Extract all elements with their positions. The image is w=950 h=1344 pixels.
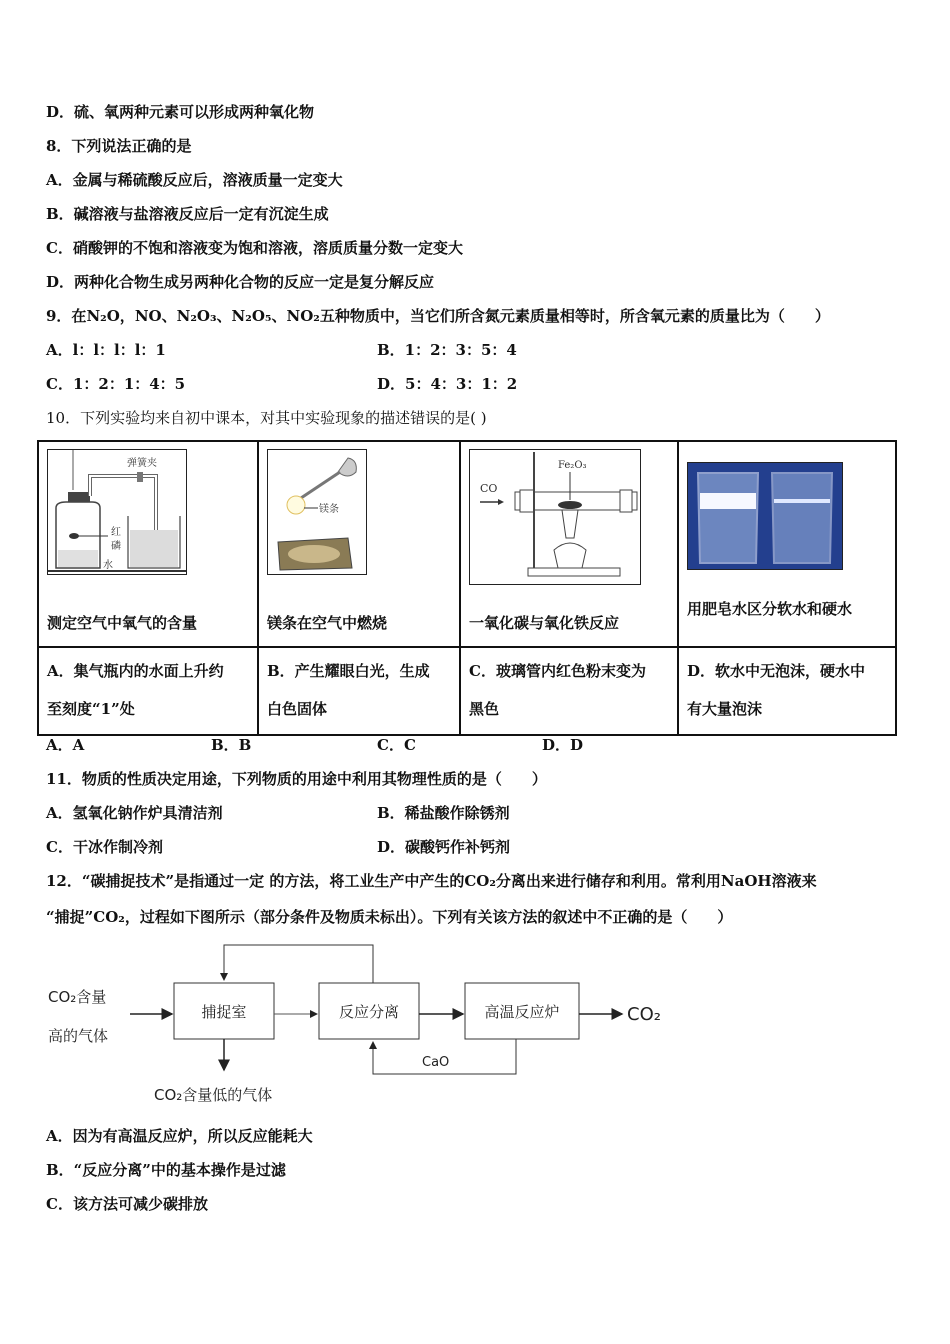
high-temperature-furnace-label: 高温反应炉: [484, 1003, 560, 1021]
q9-stem-suffix: 五种物质中，当它们所含氮元素质量相等时，所含氧元素的质量比为（ ）: [319, 307, 830, 325]
q7-option-d: D．硫、氧两种元素可以形成两种氧化物: [46, 103, 315, 121]
experiment-cell-a: [38, 441, 258, 647]
cao-label: CaO: [422, 1055, 450, 1070]
q12-option-b: B．“反应分离”中的基本操作是过滤: [46, 1161, 286, 1179]
q10-stem: 10．下列实验均来自初中课本，对其中实验现象的描述错误的是( ): [46, 409, 487, 427]
q12-stem-line1: 12．“碳捕捉技术”是指通过一定 的方法，将工业生产中产生的CO₂分离出来进行储存和利用。常利用NaOH溶液来: [46, 872, 817, 890]
q11-option-a: A．氢氧化钠作炉具清洁剂: [46, 804, 223, 822]
description-line: B．产生耀眼白光，生成: [267, 662, 430, 680]
experiment-cell-b: [258, 441, 460, 647]
q11-option-c: C．干冰作制冷剂: [46, 838, 163, 856]
soap-water-beakers-image: [687, 462, 843, 570]
reaction-separation-label: 反应分离: [338, 1003, 400, 1021]
q8-option-b: B．碱溶液与盐溶液反应后一定有沉淀生成: [46, 205, 329, 223]
carbon-capture-flow-diagram: [40, 940, 680, 1114]
q8-stem: 8．下列说法正确的是: [46, 137, 192, 155]
q10-option-d: D．D: [542, 736, 584, 754]
svg-text:镁条: 镁条: [319, 504, 339, 515]
description-line: 至刻度“1”处: [47, 700, 135, 718]
experiment-description-d: [678, 647, 896, 735]
description-line: 白色固体: [267, 700, 328, 718]
q9-stem-prefix: 9．在: [46, 307, 87, 325]
q8-option-d: D．两种化合物生成另两种化合物的反应一定是复分解反应: [46, 273, 435, 291]
q9-formula: NO: [134, 307, 162, 325]
q9-formula: N₂O₅: [231, 307, 272, 325]
q12-option-c: C．该方法可减少碳排放: [46, 1195, 208, 1213]
q9-formula: N₂O: [86, 307, 120, 325]
description-line: A．集气瓶内的水面上升约: [47, 662, 224, 680]
svg-text:水: 水: [103, 560, 113, 571]
description-line: D．软水中无泡沫，硬水中: [687, 662, 866, 680]
svg-text:Fe₂O₃: Fe₂O₃: [558, 460, 587, 471]
co-iron-oxide-apparatus-image: [469, 449, 641, 585]
q9-option-b: B．1：2：3：5：4: [377, 341, 517, 359]
experiment-caption: 测定空气中氧气的含量: [47, 614, 198, 632]
q9-option-d: D．5：4：3：1：2: [377, 375, 518, 393]
flow-input-label-2: 高的气体: [48, 1027, 109, 1045]
flow-input-label-1: CO₂含量: [48, 988, 107, 1006]
q12-option-a: A．因为有高温反应炉，所以反应能耗大: [46, 1127, 313, 1145]
q10-option-c: C．C: [377, 736, 416, 754]
q11-option-d: D．碳酸钙作补钙剂: [377, 838, 511, 856]
q9-formula: N₂O₃: [176, 307, 217, 325]
svg-text:红: 红: [111, 527, 121, 538]
capture-room-label: 捕捉室: [201, 1003, 247, 1021]
svg-text:CO: CO: [480, 482, 498, 495]
q9-formula: NO₂: [286, 307, 320, 325]
q11-option-b: B．稀盐酸作除锈剂: [377, 804, 510, 822]
experiment-cell-d: [678, 441, 896, 647]
description-line: C．玻璃管内红色粉末变为: [469, 662, 646, 680]
q9-option-a: A．l：l：l：l：1: [46, 341, 166, 359]
svg-text:弹簧夹: 弹簧夹: [127, 458, 157, 469]
q8-option-a: A．金属与稀硫酸反应后，溶液质量一定变大: [46, 171, 343, 189]
experiment-caption: 一氧化碳与氧化铁反应: [469, 614, 620, 632]
description-line: 黑色: [469, 700, 500, 718]
q10-option-b: B．B: [211, 736, 252, 754]
q9-option-c: C．1：2：1：4：5: [46, 375, 186, 393]
experiment-description-c: [460, 647, 678, 735]
q8-option-c: C．硝酸钾的不饱和溶液变为饱和溶液，溶质质量分数一定变大: [46, 239, 463, 257]
q12-stem-line2: “捕捉”CO₂，过程如下图所示（部分条件及物质未标出）。下列有关该方法的叙述中不正确的是（ ）: [46, 908, 733, 926]
experiment-description-a: [38, 647, 258, 735]
description-line: 有大量泡沫: [687, 700, 763, 718]
experiment-caption: 用肥皂水区分软水和硬水: [687, 600, 853, 618]
q11-stem: 11．物质的性质决定用途，下列物质的用途中利用其物理性质的是（ ）: [46, 770, 547, 788]
q10-option-a: A．A: [46, 736, 85, 754]
experiment-table: [37, 440, 897, 736]
experiment-caption: 镁条在空气中燃烧: [267, 614, 388, 632]
flow-low-co2-output-label: CO₂含量低的气体: [154, 1086, 273, 1104]
q9-stem: 9．在N₂O，NO、N₂O₃、N₂O₅、NO₂五种物质中，当它们所含氮元素质量相等时，所含氧元素的质量比为（ ）: [46, 307, 830, 325]
oxygen-content-apparatus-image: [47, 449, 187, 575]
magnesium-burning-image: [267, 449, 367, 575]
svg-text:磷: 磷: [111, 541, 121, 552]
experiment-cell-c: [460, 441, 678, 647]
experiment-description-b: [258, 647, 460, 735]
flow-output-co2: CO₂: [627, 1004, 661, 1025]
